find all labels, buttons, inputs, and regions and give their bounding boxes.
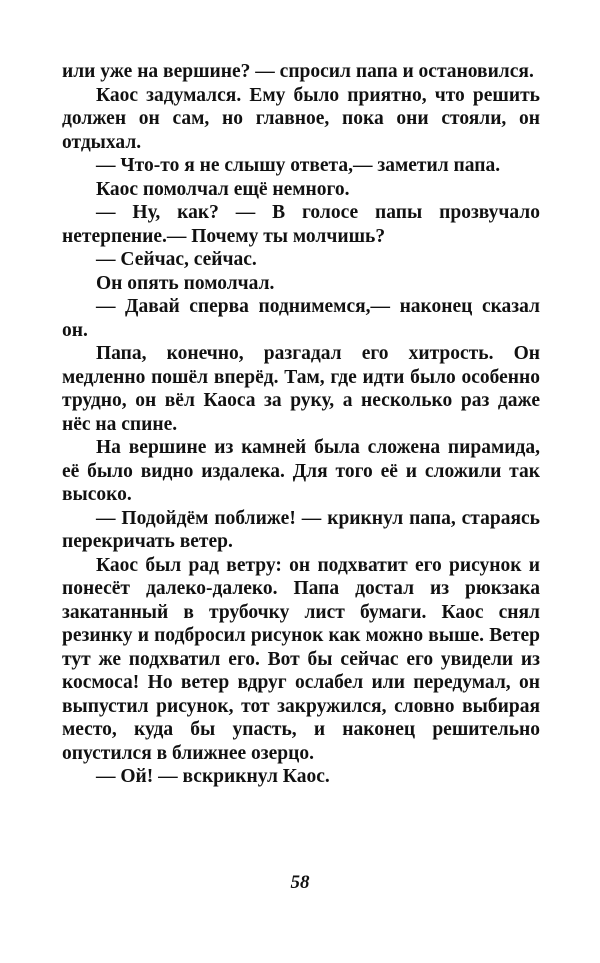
paragraph-9: Папа, конечно, разгадал его хитрость. Он медленно пошёл вперёд. Там, где идти было особенно трудно, он вёл Каоса за руку, а несколько раз даже нёс на спине. bbox=[62, 343, 540, 435]
paragraph-7: Он опять помолчал. bbox=[96, 272, 275, 294]
paragraph-5: — Ну, как? — В голосе папы прозвучало нетерпение.— Почему ты молчишь? bbox=[62, 202, 540, 247]
paragraph-8: — Давай сперва поднимемся,— наконец сказал он. bbox=[62, 296, 540, 341]
paragraph-3: — Что-то я не слышу ответа,— заметил папа. bbox=[96, 155, 501, 176]
page-text bbox=[62, 60, 540, 789]
paragraph-11: — Подойдём поближе! — крикнул папа, стараясь перекричать ветер. bbox=[62, 507, 540, 552]
paragraph-12: Каос был рад ветру: он подхватит его рисунок и понесёт далеко-далеко. Папа достал из рюкзака закатанный в трубочку лист бумаги. Каос снял резинку и подбросил рисунок как можно выше. Ветер тут же подхватил его. Вот бы сейчас его увидели из космоса! Но ветер вдруг ослабел или передумал, он выпустил рисунок, тот закружился, словно выбирая место, куда бы упасть, и наконец решительно опустился в ближнее озерцо. bbox=[62, 554, 540, 764]
paragraph-13: — Ой! — вскрикнул Каос. bbox=[96, 766, 330, 787]
paragraph-1: или уже на вершине? — спросил папа и остановился. bbox=[62, 61, 534, 82]
paragraph-2: Каос задумался. Ему было приятно, что решить должен он сам, но главное, пока они стояли, он отдыхал. bbox=[62, 84, 540, 153]
paragraph-4: Каос помолчал ещё немного. bbox=[96, 178, 350, 200]
page-number: 58 bbox=[290, 872, 310, 893]
paragraph-6: — Сейчас, сейчас. bbox=[96, 249, 257, 270]
paragraph-10: На вершине из камней была сложена пирамида, её было видно издалека. Для того её и сложили так высоко. bbox=[62, 437, 540, 505]
